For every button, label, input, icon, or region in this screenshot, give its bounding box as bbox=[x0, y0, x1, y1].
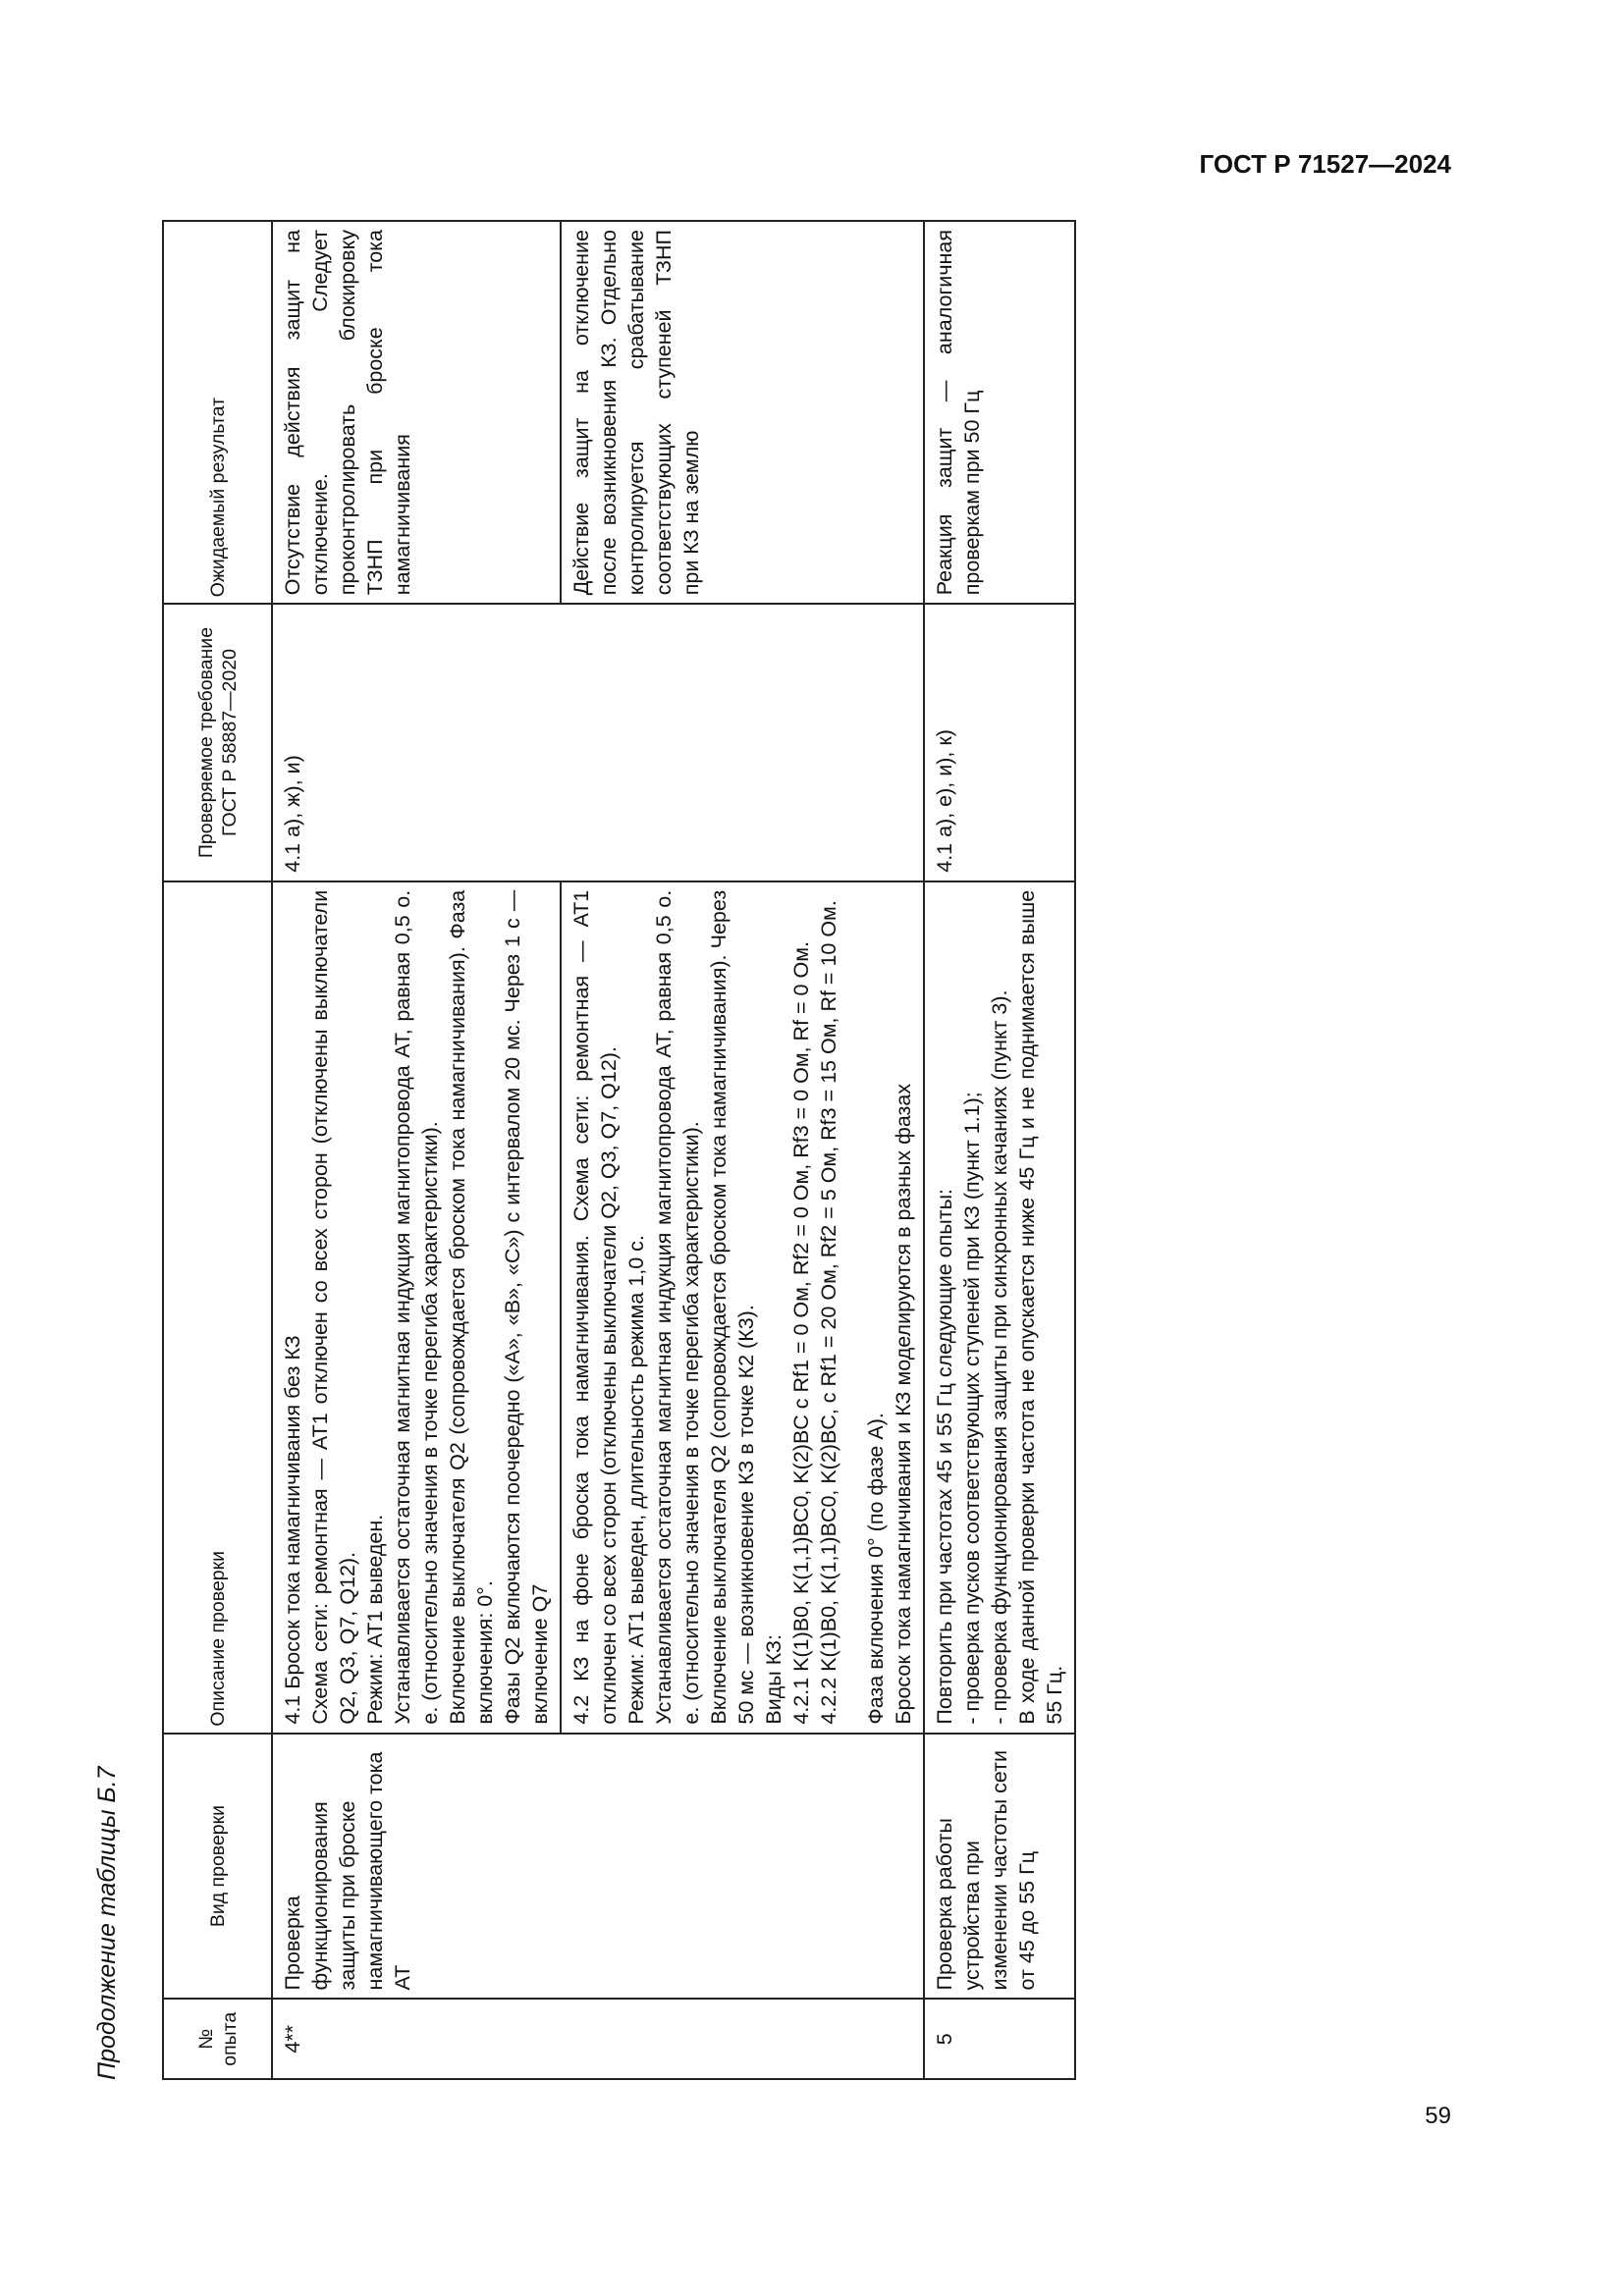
desc-line: Фаза включения 0° (по фазе А). bbox=[864, 1413, 888, 1725]
test-table bbox=[162, 220, 1076, 2080]
table-row-4a bbox=[272, 221, 561, 2079]
kz-list-item-2: 4.2.2 K(1)B0, K(1,1)BC0, K(2)BC, с Rf1 = 20 Ом, Rf2 = 5 Ом, Rf3 = 15 Ом, Rf = 10 Ом. bbox=[817, 900, 840, 1725]
desc-line: Включение выключателя Q2 (сопровождается броском тока намагничивания). Через 50 мс — возникновение КЗ в точке К2 (К3). bbox=[707, 889, 758, 1725]
desc-line: Фазы Q2 включаются поочередно («А», «В», «С») с интервалом 20 мс. Через 1 с — включение Q7 bbox=[501, 889, 552, 1725]
desc-line: Устанавливается остаточная магнитная индукция магнитопровода АТ, равная 0,5 о. е. (относительно значения в точке перегиба характеристики). bbox=[652, 889, 703, 1725]
table-header-row bbox=[163, 221, 272, 2079]
spacer bbox=[842, 890, 862, 1725]
desc-line: Схема сети: ремонтная — АТ1 отключен со всех сторон (отключены выключатели Q2, Q3, Q7, Q12). bbox=[308, 889, 359, 1725]
col-header-kind: Вид проверки bbox=[163, 1734, 272, 2000]
desc-line: Устанавливается остаточная магнитная индукция магнитопровода АТ, равная 0,5 о. е. (относительно значения в точке перегиба характеристики). bbox=[391, 889, 442, 1725]
cell-requirement: 4.1 а), ж), и) bbox=[272, 604, 924, 881]
desc-line: Режим: АТ1 выведен, длительность режима 1,0 с. bbox=[624, 1235, 648, 1725]
page-number: 59 bbox=[1425, 2103, 1451, 2129]
rotated-table-block bbox=[93, 220, 1333, 2080]
desc-line: - проверка пусков соответствующих ступеней при КЗ (пункт 1.1); bbox=[960, 1092, 984, 1725]
cell-no: 4** bbox=[272, 1999, 924, 2079]
cell-description-4-1 bbox=[272, 881, 561, 1734]
cell-kind: Проверка работы устройства при изменении частоты сети от 45 до 55 Гц bbox=[924, 1734, 1075, 2000]
col-header-description: Описание проверки bbox=[163, 881, 272, 1734]
document-header: ГОСТ Р 71527—2024 bbox=[1199, 149, 1451, 179]
cell-description bbox=[924, 881, 1075, 1734]
desc-line: Бросок тока намагничивания и КЗ моделируются в разных фазах bbox=[892, 1083, 915, 1725]
desc-line: В ходе данной проверки частота не опускается ниже 45 Гц и не поднимается выше 55 Гц. bbox=[1015, 889, 1066, 1725]
desc-line: Режим: АТ1 выведен. bbox=[363, 1514, 387, 1725]
col-header-result: Ожидаемый результат bbox=[163, 221, 272, 604]
cell-result-4-2: Действие защит на отключение после возникновения КЗ. Отдельно контролируется срабатывание соответствующих ступеней ТЗНП при КЗ на землю bbox=[561, 221, 924, 604]
kz-list-item-1: 4.2.1 K(1)B0, K(1,1)BC0, K(2)BC с Rf1 = 0 Ом, Rf2 = 0 Ом, Rf3 = 0 Ом, Rf = 0 Ом. bbox=[789, 941, 813, 1725]
desc-line: Повторить при частотах 45 и 55 Гц следующие опыты: bbox=[933, 1188, 956, 1725]
desc-line: 4.2 КЗ на фоне броска тока намагничивания. Схема сети: ремонтная — АТ1 отключен со всех сторон (отключены выключатели Q2, Q3, Q7, Q12). bbox=[569, 889, 621, 1725]
cell-result: Реакция защит — аналогичная проверкам при 50 Гц bbox=[924, 221, 1075, 604]
col-header-requirement: Проверяемое требование ГОСТ Р 58887—2020 bbox=[163, 604, 272, 881]
cell-requirement: 4.1 а), е), и), к) bbox=[924, 604, 1075, 881]
desc-line: Включение выключателя Q2 (сопровождается броском тока намагничивания). Фаза включения: 0°. bbox=[446, 889, 497, 1725]
cell-kind: Проверка функционирования защиты при броске намагничивающего тока АТ bbox=[272, 1734, 924, 2000]
col-header-no: № опыта bbox=[163, 1999, 272, 2079]
cell-result-4-1: Отсутствие действия защит на отключение. Следует проконтролировать блокировку ТЗНП при броске тока намагничивания bbox=[272, 221, 561, 604]
table-continuation-caption: Продолжение таблицы Б.7 bbox=[93, 1766, 121, 2080]
cell-description-4-2 bbox=[561, 881, 924, 1734]
cell-no: 5 bbox=[924, 1999, 1075, 2079]
desc-line: 4.1 Бросок тока намагничивания без КЗ bbox=[281, 1335, 304, 1725]
desc-line: - проверка функционирования защиты при синхронных качаниях (пункт 3). bbox=[988, 989, 1011, 1725]
desc-line: Виды КЗ: bbox=[762, 1634, 785, 1725]
table-row-5 bbox=[924, 221, 1075, 2079]
